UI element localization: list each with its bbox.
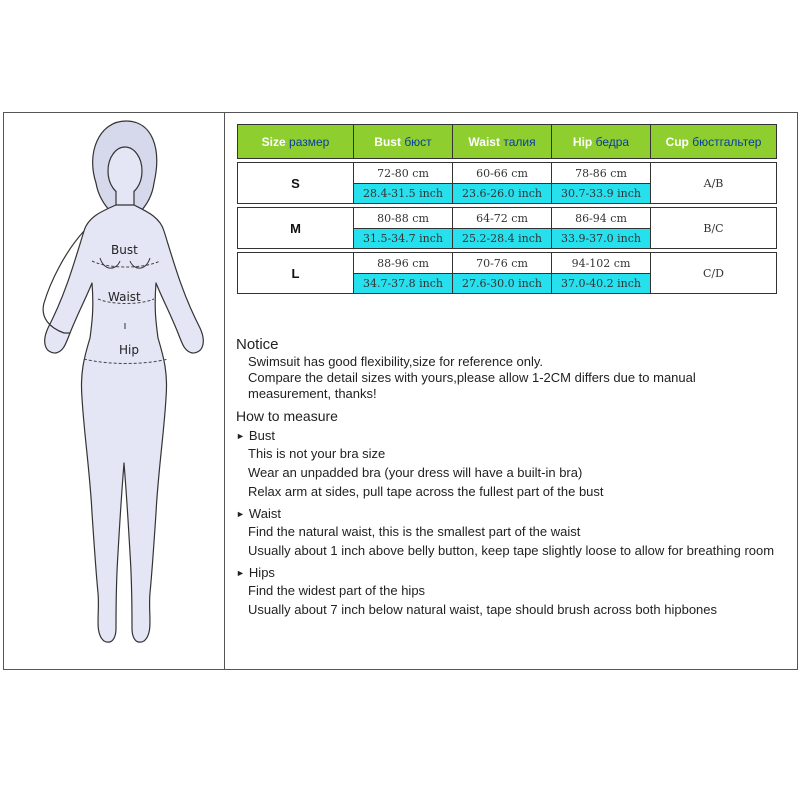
howto-title: How to measure (236, 408, 338, 424)
figure-bust-label: Bust (111, 243, 138, 257)
bust-inch: 28.4-31.5 inch (354, 184, 453, 204)
body-figure (4, 113, 223, 669)
waist-cm: 64-72 cm (453, 208, 552, 229)
waist-section-title: ► Waist (236, 506, 281, 521)
arrow-bullet-icon: ► (236, 509, 245, 519)
notice-title: Notice (236, 336, 279, 353)
table-row (238, 208, 777, 229)
hips-section-title: ► Hips (236, 565, 275, 580)
bust-cm: 80-88 cm (354, 208, 453, 229)
hip-inch: 33.9-37.0 inch (552, 229, 651, 249)
cup-value: A/B (651, 163, 777, 204)
table-row (238, 253, 777, 274)
body-silhouette (4, 113, 223, 669)
hip-cm: 78-86 cm (552, 163, 651, 184)
figure-waist-label: Waist (108, 290, 141, 304)
hips-line: Usually about 7 inch below natural waist, tape should brush across both hipbones (248, 602, 718, 617)
bust-cm: 72-80 cm (354, 163, 453, 184)
figure-hip-label: Hip (119, 343, 139, 357)
cup-value: B/C (651, 208, 777, 249)
hip-cm: 86-94 cm (552, 208, 651, 229)
bust-inch: 34.7-37.8 inch (354, 274, 453, 294)
bust-line: Wear an unpadded bra (your dress will have a built-in bra) (248, 465, 583, 480)
waist-inch: 27.6-30.0 inch (453, 274, 552, 294)
arrow-bullet-icon: ► (236, 431, 245, 441)
bust-line: This is not your bra size (248, 446, 386, 461)
cup-value: C/D (651, 253, 777, 294)
bust-cm: 88-96 cm (354, 253, 453, 274)
arrow-bullet-icon: ► (236, 568, 245, 578)
hip-inch: 30.7-33.9 inch (552, 184, 651, 204)
hips-line: Find the widest part of the hips (248, 583, 426, 598)
bust-section-title: ► Bust (236, 428, 275, 443)
size-label: M (238, 208, 354, 249)
measurement-notes (236, 336, 774, 619)
waist-line: Usually about 1 inch above belly button, keep tape slightly loose to allow for breathing room (248, 543, 775, 558)
size-label: L (238, 253, 354, 294)
hip-cm: 94-102 cm (552, 253, 651, 274)
table-header-row (238, 125, 777, 159)
waist-cm: 60-66 cm (453, 163, 552, 184)
header-cup: Cup бюстгальтер (651, 125, 777, 159)
notice-line: Compare the detail sizes with yours,please allow 1-2CM differs due to manual (248, 370, 696, 385)
waist-inch: 23.6-26.0 inch (453, 184, 552, 204)
hip-inch: 37.0-40.2 inch (552, 274, 651, 294)
header-size: Size размер (238, 125, 354, 159)
notice-line: Swimsuit has good flexibility,size for reference only. (248, 354, 544, 369)
header-bust: Bust бюст (354, 125, 453, 159)
frame-divider (224, 112, 225, 670)
size-label: S (238, 163, 354, 204)
waist-cm: 70-76 cm (453, 253, 552, 274)
size-chart-table (237, 124, 777, 294)
waist-line: Find the natural waist, this is the smallest part of the waist (248, 524, 581, 539)
waist-inch: 25.2-28.4 inch (453, 229, 552, 249)
table-row (238, 163, 777, 184)
bust-inch: 31.5-34.7 inch (354, 229, 453, 249)
bust-line: Relax arm at sides, pull tape across the fullest part of the bust (248, 484, 604, 499)
header-waist: Waist талия (453, 125, 552, 159)
header-hip: Hip бедра (552, 125, 651, 159)
notice-line: measurement, thanks! (248, 386, 377, 401)
